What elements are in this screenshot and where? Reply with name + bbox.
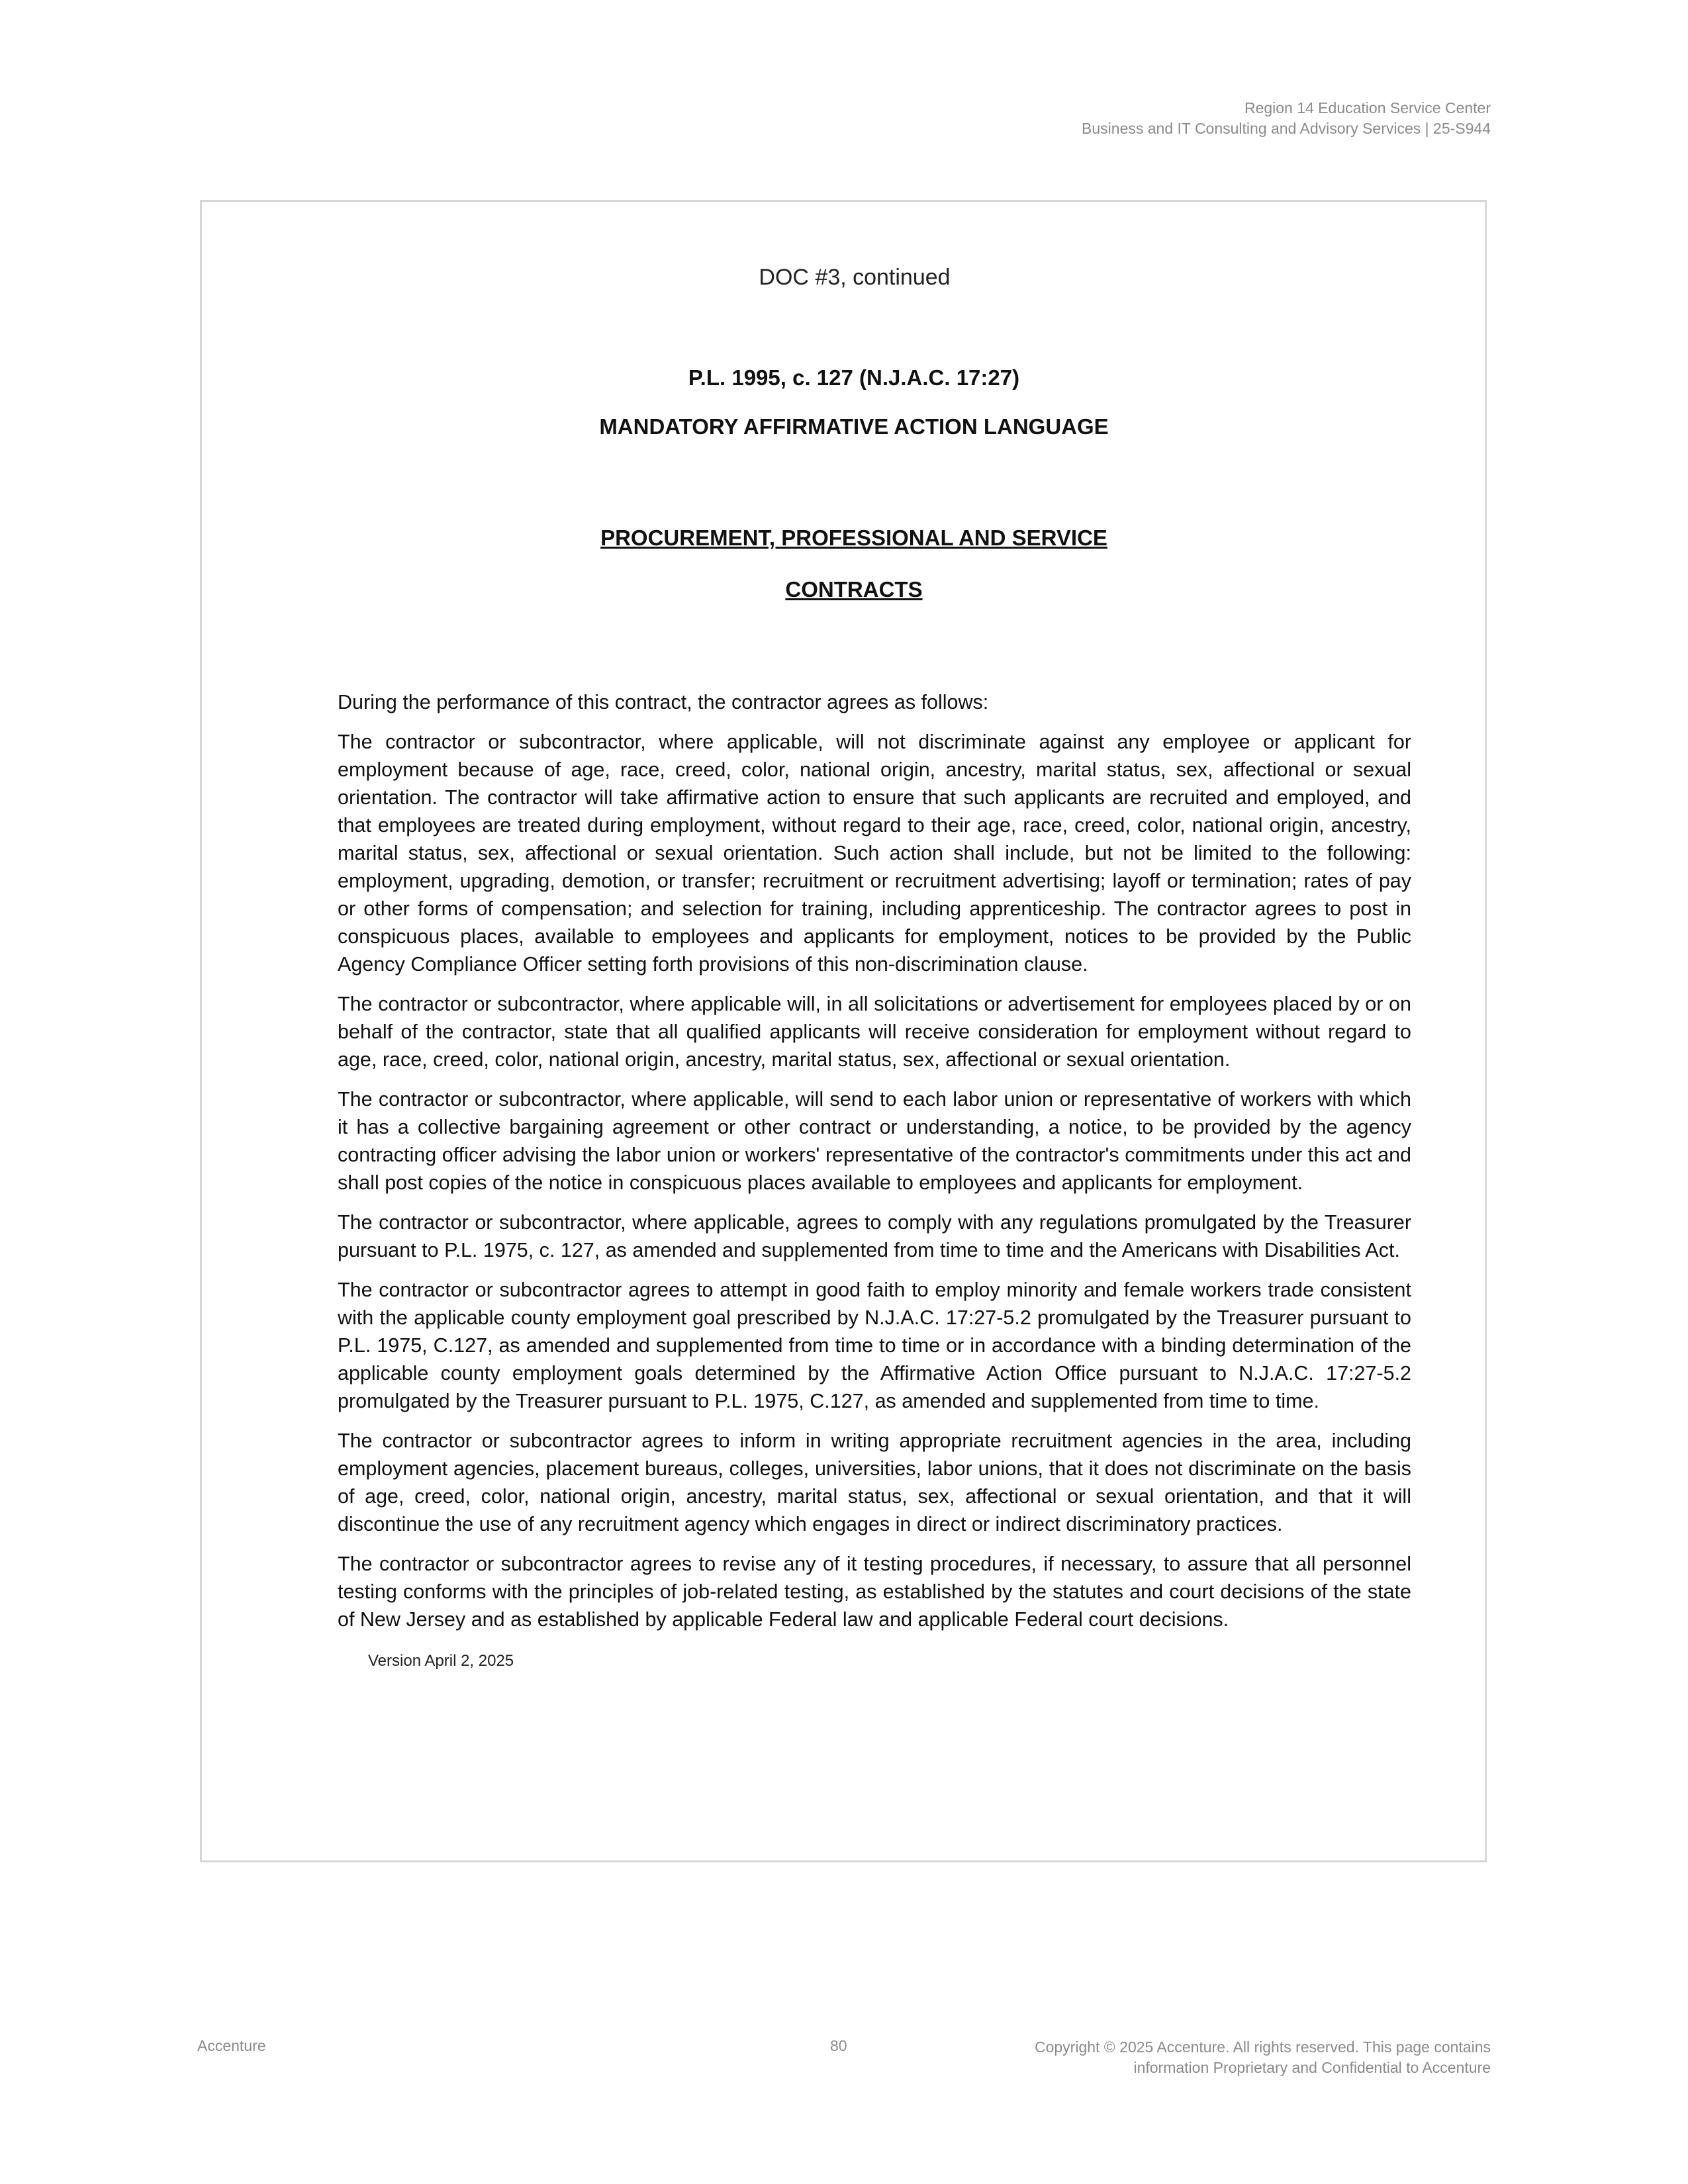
paragraph: The contractor or subcontractor agrees to attempt in good faith to employ minority and female workers trade consistent with the applicable county employment goal prescribed by N.J.A.C. 17:27-5.2 promulgated by the Treasurer pursuant to P.L. 1975, C.127, as amended and supplemented from time to time or in accordance with a binding determination of the applicable county employment goals determined by the Affirmative Action Office pursuant to N.J.A.C. 17:27-5.2 promulgated by the Treasurer pursuant to P.L. 1975, C.127, as amended and supplemented from time to time. [338, 1279, 1411, 1412]
intro-paragraph: During the performance of this contract, the contractor agrees as follows: [338, 691, 989, 713]
header-organization: Region 14 Education Service Center [1244, 99, 1491, 116]
copyright-line1: Copyright © 2025 Accenture. All rights reserved. This page contains [1034, 2038, 1491, 2056]
doc-label: DOC #3, continued [759, 265, 951, 290]
footer-company: Accenture [197, 2037, 266, 2054]
section-title [297, 512, 1411, 615]
scanned-document-content [338, 265, 1411, 1670]
paragraph: The contractor or subcontractor agrees to revise any of it testing procedures, if necessary, to assure that all personnel testing conforms with the principles of job-related testing, as established by the statutes and court decisions of the state of New Jersey and as established by applicable Federal law and applicable Federal court decisions. [338, 1553, 1411, 1631]
paragraph: The contractor or subcontractor, where applicable, will not discriminate against any employee or applicant for employment because of age, race, creed, color, national origin, ancestry, marital status, sex, affectional or sexual orientation. The contractor will take affirmative action to ensure that such applicants are recruited and employed, and that employees are treated during employment, without regard to their age, race, creed, color, national origin, ancestry, marital status, sex, affectional or sexual orientation. Such action shall include, but not be limited to the following: employment, upgrading, demotion, or transfer; recruitment or recruitment advertising; layoff or termination; rates of pay or other forms of compensation; and selection for training, including apprenticeship. The contractor agrees to post in conspicuous places, available to employees and applicants for employment, notices to be provided by the Public Agency Compliance Officer setting forth provisions of this non-discrimination clause. [338, 731, 1411, 976]
section-title-line2: CONTRACTS [785, 577, 923, 602]
page-number: 80 [830, 2037, 847, 2054]
paragraph: The contractor or subcontractor, where applicable will, in all solicitations or advertisement for employees placed by or on behalf of the contractor, state that all qualified applicants will receive consideration for employment without regard to age, race, creed, color, national origin, ancestry, marital status, sex, affectional or sexual orientation. [338, 993, 1411, 1071]
section-title-line1: PROCUREMENT, PROFESSIONAL AND SERVICE [600, 525, 1107, 550]
paragraph: The contractor or subcontractor agrees to inform in writing appropriate recruitment agencies in the area, including employment agencies, placement bureaus, colleges, universities, labor unions, that it does not discriminate on the basis of age, creed, color, national origin, ancestry, marital status, sex, affectional or sexual orientation, and that it will discontinue the use of any recruitment agency which engages in direct or indirect discriminatory practices. [338, 1430, 1411, 1535]
copyright-line2: information Proprietary and Confidential to Accenture [1133, 2059, 1491, 2076]
version-label: Version April 2, 2025 [368, 1652, 514, 1670]
header-project: Business and IT Consulting and Advisory Services | 25-S944 [1082, 120, 1491, 137]
footer-copyright [895, 2037, 1491, 2078]
paragraph: The contractor or subcontractor, where applicable, will send to each labor union or representative of workers with which it has a collective bargaining agreement or other contract or understanding, a notice, to be provided by the agency contracting officer advising the labor union or workers' representative of the contractor's commitments under this act and shall post copies of the notice in conspicuous places available to employees and applicants for employment. [338, 1088, 1411, 1194]
statute-reference: P.L. 1995, c. 127 (N.J.A.C. 17:27) [688, 365, 1020, 390]
paragraph: The contractor or subcontractor, where applicable, agrees to comply with any regulations promulgated by the Treasurer pursuant to P.L. 1975, c. 127, as amended and supplemented from time to time and the Americans with Disabilities Act. [338, 1211, 1411, 1261]
page-header [1082, 98, 1491, 139]
mandatory-title: MANDATORY AFFIRMATIVE ACTION LANGUAGE [599, 414, 1109, 439]
